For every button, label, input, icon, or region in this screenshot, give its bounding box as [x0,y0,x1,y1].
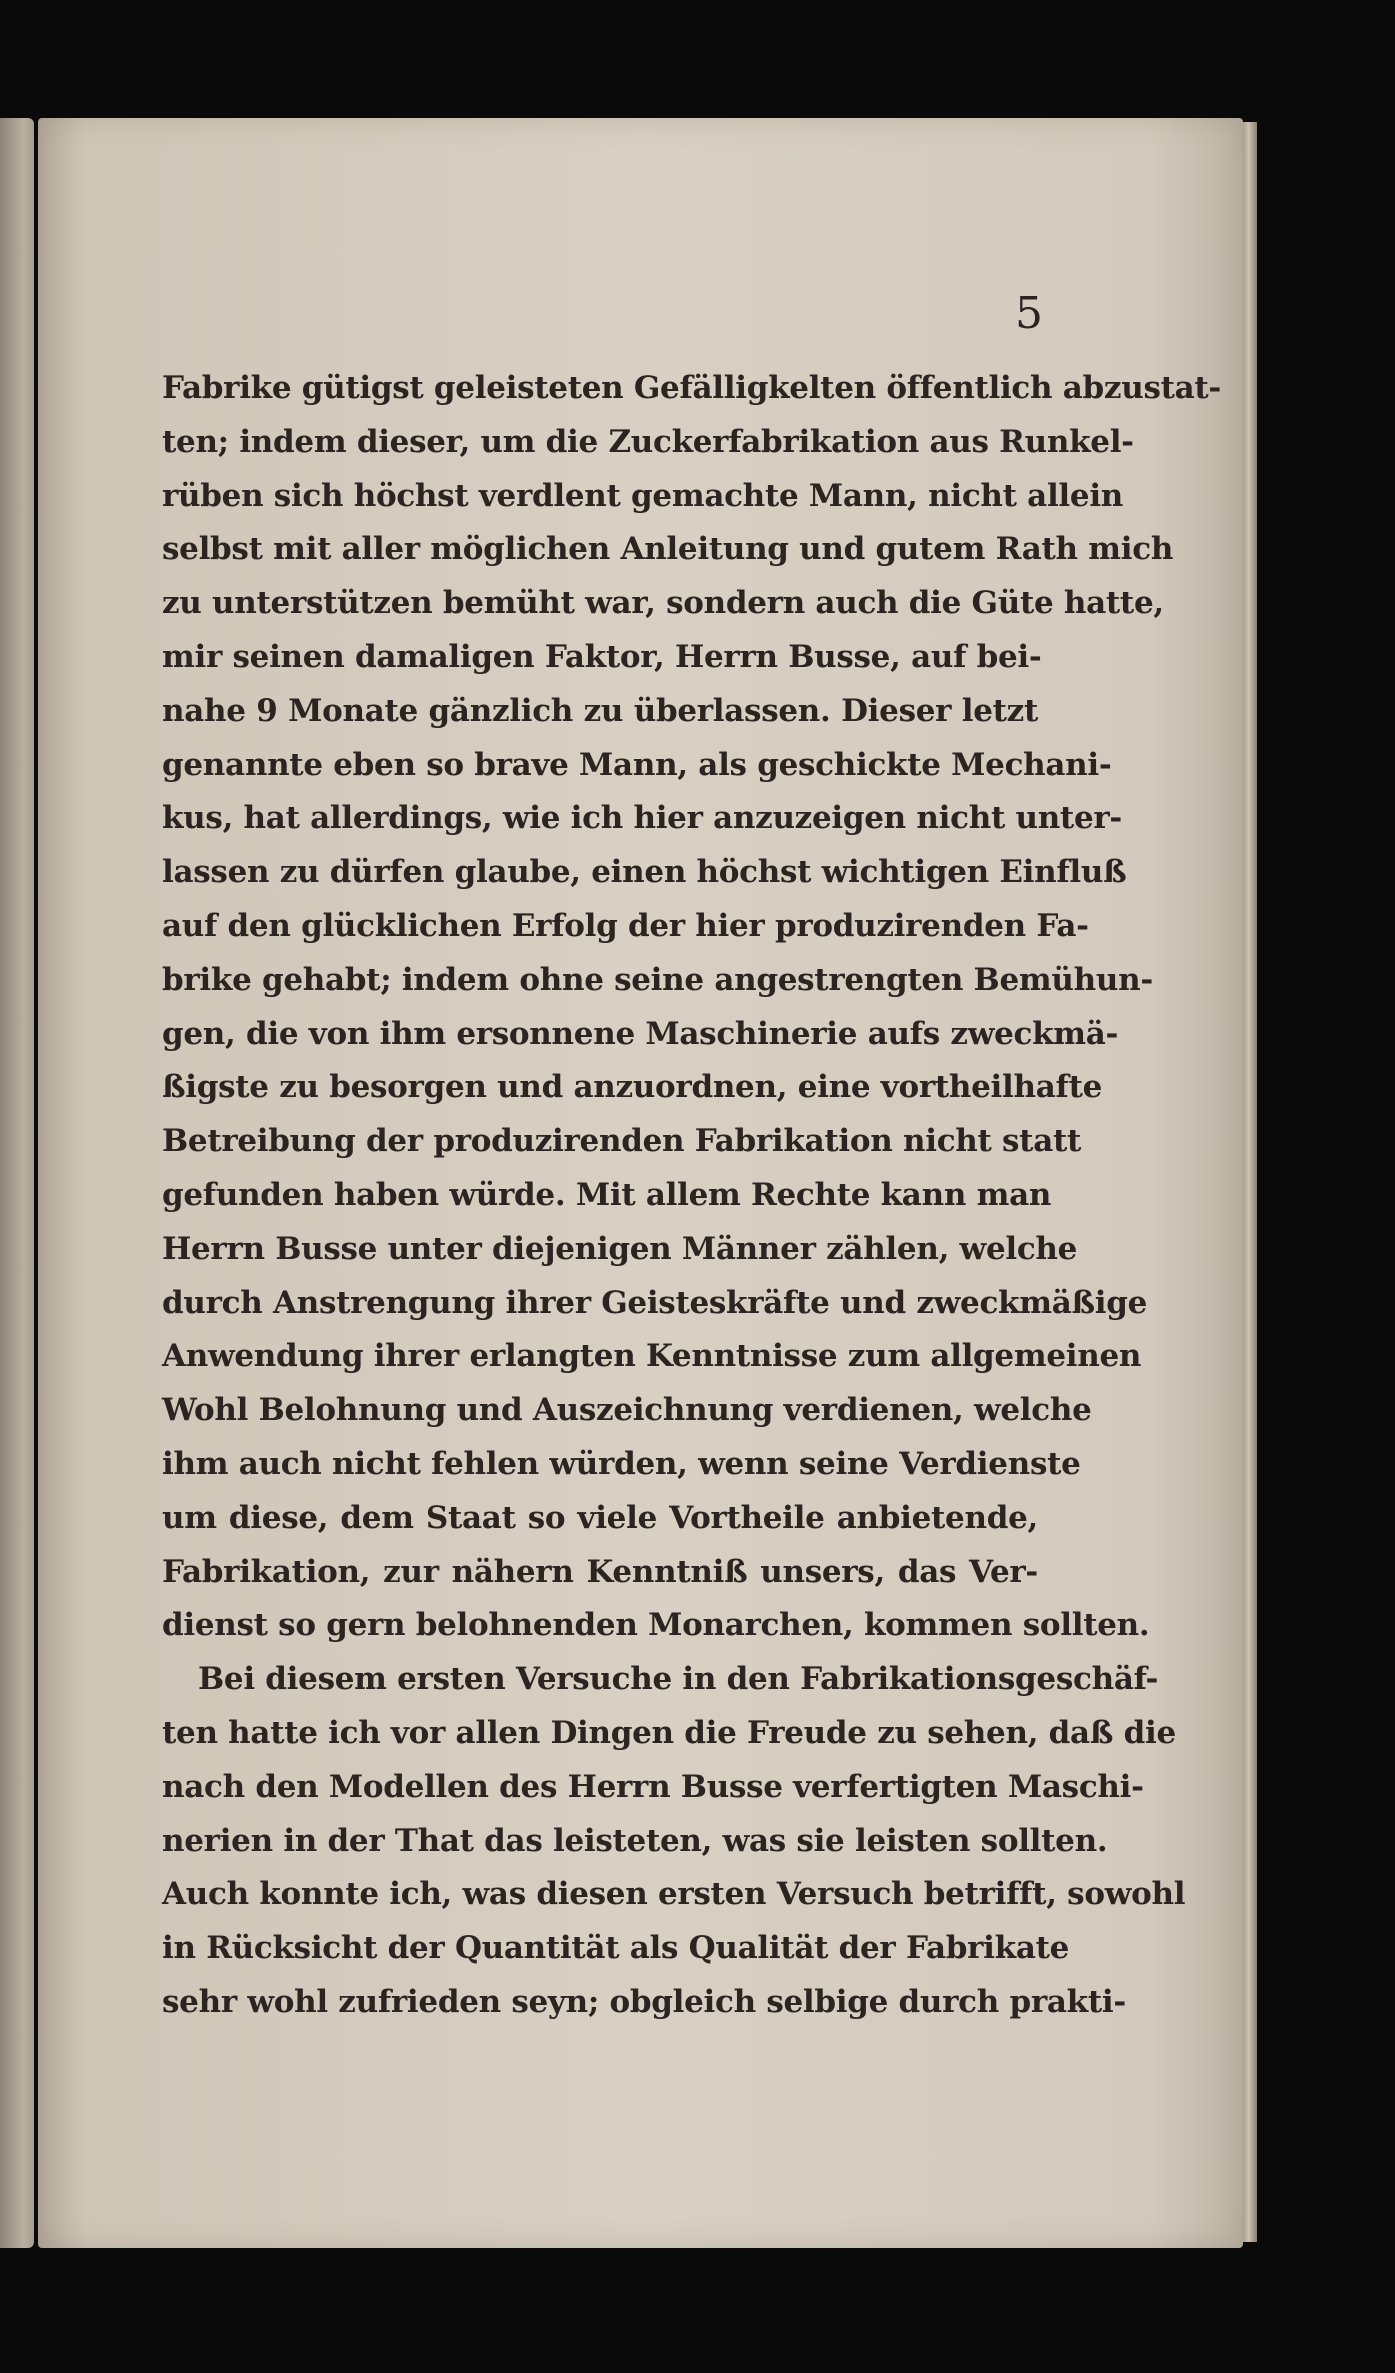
text-line: Fabrikation, zur nähern Kenntniß unsers, das Ver- [162,1553,1038,1590]
left-page-edge [0,118,34,2248]
text-line: nach den Modellen des Herrn Busse verfertigten Maschi- [162,1768,1144,1805]
text-line: um diese, dem Staat so viele Vortheile anbietende, [162,1499,1038,1536]
page-edge-right [1243,122,1257,2242]
text-line: genannte eben so brave Mann, als geschickte Mechani- [162,746,1112,783]
text-line: nerien in der That das leisteten, was sie leisten sollten. [162,1822,1108,1859]
text-line: gefunden haben würde. Mit allem Rechte kann man [162,1176,1052,1213]
text-line: mir seinen damaligen Faktor, Herrn Busse, auf bei- [162,638,1042,675]
text-line: selbst mit aller möglichen Anleitung und gutem Rath mich [162,531,1174,568]
text-line: nahe 9 Monate gänzlich zu überlassen. Dieser letzt [162,692,1038,729]
body-text [162,362,1221,2030]
text-line: Bei diesem ersten Versuche in den Fabrikationsgeschäf- [198,1661,1159,1698]
text-line: lassen zu dürfen glaube, einen höchst wichtigen Einfluß [162,854,1127,891]
text-line: zu unterstützen bemüht war, sondern auch die Güte hatte, [162,585,1164,622]
page-number: 5 [1015,288,1043,339]
text-line: Herrn Busse unter diejenigen Männer zählen, welche [162,1230,1078,1267]
text-line: brike gehabt; indem ohne seine angestrengten Bemühun- [162,961,1153,998]
text-line: sehr wohl zufrieden seyn; obgleich selbige durch prakti- [162,1983,1126,2020]
text-line: rüben sich höchst verdlent gemachte Mann, nicht allein [162,477,1124,514]
text-line: in Rücksicht der Quantität als Qualität der Fabrikate [162,1930,1070,1967]
text-line: Fabrike gütigst geleisteten Gefälligkelten öffentlich abzustat- [162,370,1221,406]
text-line: durch Anstrengung ihrer Geisteskräfte und zweckmäßige [162,1284,1148,1321]
text-line: auf den glücklichen Erfolg der hier produzirenden Fa- [162,907,1089,944]
text-line: Auch konnte ich, was diesen ersten Versuch betrifft, sowohl [162,1876,1186,1913]
text-line: ten; indem dieser, um die Zuckerfabrikation aus Runkel- [162,423,1134,460]
text-line: ten hatte ich vor allen Dingen die Freude zu sehen, daß die [162,1714,1176,1751]
text-line: kus, hat allerdings, wie ich hier anzuzeigen nicht unter- [162,800,1122,837]
text-line: dienst so gern belohnenden Monarchen, kommen sollten. [162,1607,1150,1644]
text-line: gen, die von ihm ersonnene Maschinerie aufs zweckmä- [162,1015,1119,1052]
text-line: Wohl Belohnung und Auszeichnung verdienen, welche [162,1392,1092,1429]
text-line: Anwendung ihrer erlangten Kenntnisse zum allgemeinen [162,1338,1142,1375]
text-line: Betreibung der produzirenden Fabrikation nicht statt [162,1123,1082,1160]
text-line: ßigste zu besorgen und anzuordnen, eine vortheilhafte [162,1069,1103,1106]
text-line: ihm auch nicht fehlen würden, wenn seine Verdienste [162,1445,1081,1482]
